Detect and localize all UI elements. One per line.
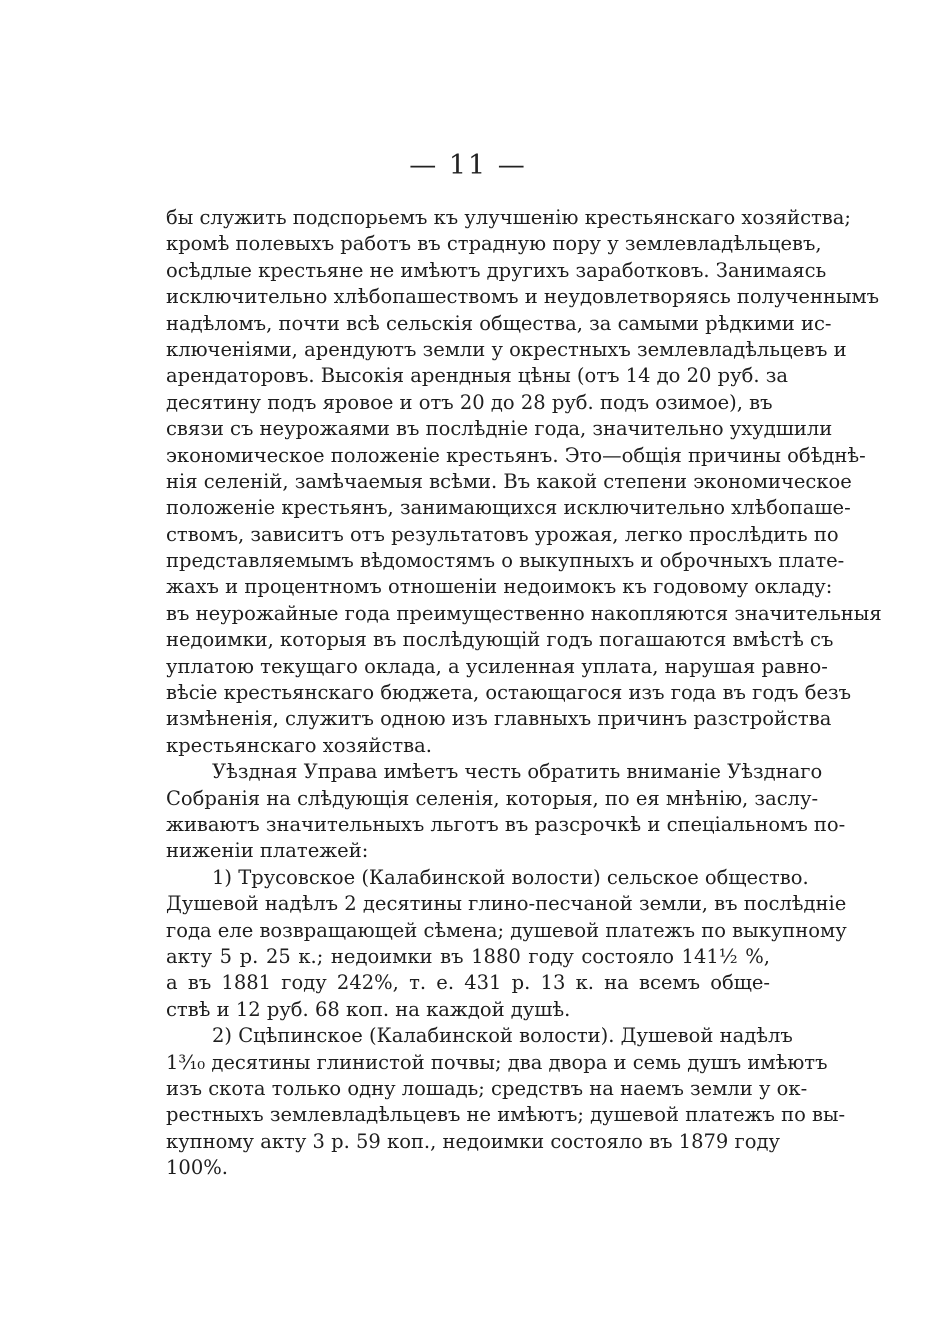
text-line: въ неурожайные года преимущественно накопляются значительныя [166,601,882,625]
text-line: ствѣ и 12 руб. 68 коп. на каждой душѣ. [166,997,571,1021]
paragraph-4 [166,1023,846,1181]
text-line: нія селеній, замѣчаемыя всѣми. Въ какой степени экономическое [166,469,852,493]
text-line: ствомъ, зависитъ отъ результатовъ урожая, легко прослѣдить по [166,522,839,546]
text-line: арендаторовъ. Высокія арендныя цѣны (отъ 14 до 20 руб. за [166,364,788,388]
text-line: ниженіи платежей: [166,839,369,863]
text-line: Собранія на слѣдующія селенія, которыя, по ея мнѣнію, заслу- [166,786,819,810]
text-line: измѣненія, служитъ одною изъ главныхъ причинъ разстройства [166,707,832,731]
text-line: положеніе крестьянъ, занимающихся исключительно хлѣбопаше- [166,496,851,520]
text-line: осѣдлые крестьяне не имѣютъ другихъ заработковъ. Занимаясь [166,258,827,282]
text-line: акту 5 р. 25 к.; недоимки въ 1880 году состояло 141½ %, [166,944,770,968]
text-line: 2) Сцѣпинское (Калабинской волости). Душевой надѣлъ [212,1024,793,1048]
text-line: крестьянскаго хозяйства. [166,733,432,757]
text-line: Душевой надѣлъ 2 десятины глино-песчаной земли, въ послѣдніе [166,892,847,916]
text-line: жахъ и процентномъ отношеніи недоимокъ къ годовому окладу: [166,575,833,599]
text-line: экономическое положеніе крестьянъ. Это—общія причины обѣднѣ- [166,443,866,467]
text-line: 1) Трусовское (Калабинской волости) сельское общество. [212,865,809,889]
text-line: рестныхъ землевладѣльцевъ не имѣютъ; душевой платежъ по вы- [166,1103,846,1127]
text-line: вѣсіе крестьянскаго бюджета, остающагося изъ года въ годъ безъ [166,681,852,705]
text-line: кромѣ полевыхъ работъ въ страдную пору у землевладѣльцевъ, [166,232,822,256]
paragraph-3 [166,865,847,1023]
text-line: десятину подъ яровое и отъ 20 до 28 руб. подъ озимое), въ [166,390,773,414]
text-line: года еле возвращающей сѣмена; душевой платежъ по выкупному [166,918,847,942]
text-line: 100%. [166,1156,228,1180]
text-line: 1³⁄₁₀ десятины глинистой почвы; два двора и семь душъ имѣютъ [166,1050,828,1074]
text-line: представляемымъ вѣдомостямъ о выкупныхъ и оброчныхъ плате- [166,549,845,573]
text-line: ключеніями, арендуютъ земли у окрестныхъ землевладѣльцевъ и [166,337,847,361]
text-line: уплатою текущаго оклада, а усиленная уплата, нарушая равно- [166,654,828,678]
text-line: надѣломъ, почти всѣ сельскія общества, за самыми рѣдкими ис- [166,311,832,335]
text-line: связи съ неурожаями въ послѣдніе года, значительно ухудшили [166,417,833,441]
text-line: бы служить подспорьемъ къ улучшенію крестьянскаго хозяйства; [166,206,851,229]
text-line: Уѣздная Управа имѣетъ честь обратить вниманіе Уѣзднаго [212,760,823,784]
page-number: — 11 — [409,150,527,181]
text-line: исключительно хлѣбопашествомъ и неудовлетворяясь полученнымъ [166,285,880,309]
paragraph-2 [166,759,846,865]
text-line: недоимки, которыя въ послѣдующій годъ погашаются вмѣстѣ съ [166,628,834,652]
text-line: изъ скота только одну лошадь; средствъ на наемъ земли у ок- [166,1076,808,1100]
text-line: купному акту 3 р. 59 коп., недоимки состояло въ 1879 году [166,1129,780,1153]
text-line: а въ 1881 году 242%, т. е. 431 р. 13 к. на всемъ обще- [166,971,770,995]
paragraph-1 [166,205,882,759]
text-line: живаютъ значительныхъ льготъ въ разсрочкѣ и спеціальномъ по- [166,812,846,836]
body-text [166,205,882,1181]
